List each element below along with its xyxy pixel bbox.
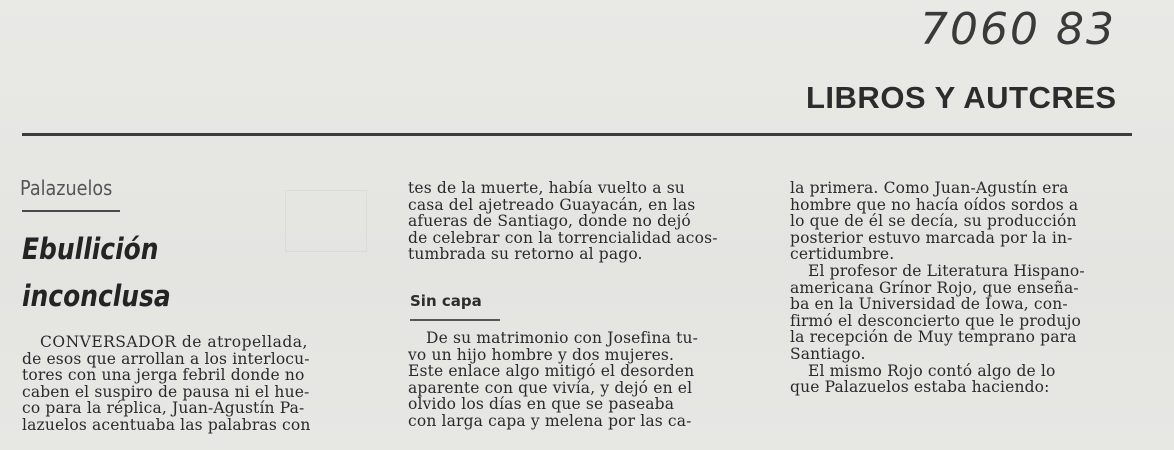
text-line: afueras de Santiago, donde no dejó [408, 212, 691, 231]
text-line: De su matrimonio con Josefina tu- [426, 329, 698, 347]
text-line: que Palazuelos estaba haciendo: [790, 378, 1050, 397]
text-line: firmó el desconcierto que le produjo [790, 311, 1082, 330]
text-line: co para la réplica, Juan-Agustín Pa- [22, 399, 305, 418]
article-kicker: Palazuelos [20, 176, 113, 200]
text-line: con larga capa y melena por las ca- [408, 411, 692, 430]
text-line: Santiago. [790, 344, 866, 363]
text-line: tores con una jerga febril donde no [22, 366, 305, 385]
text-line: aparente con que vivía, y dejó en el [408, 378, 693, 397]
text-line: certidumbre. [790, 245, 895, 264]
text-line: posterior estuvo marcada por la in- [790, 228, 1073, 247]
text-line: Este enlace algo mitigó el desorden [408, 362, 695, 381]
text-line: ba en la Universidad de Iowa, con- [790, 295, 1068, 314]
article-column-1 [22, 334, 370, 434]
text-line: El mismo Rojo contó algo de lo [808, 361, 1056, 380]
text-line: olvido los días en que se paseaba [408, 395, 675, 414]
text-line: hombre que no hacía oídos sordos a [790, 195, 1079, 214]
text-line: caben el suspiro de pausa ni el hue- [22, 382, 310, 401]
text-line: El profesor de Literatura Hispano- [808, 261, 1085, 280]
header-rule [22, 133, 1132, 136]
bleed-through-box [285, 190, 367, 252]
kicker-underline [22, 210, 120, 212]
text-line: la recepción de Muy temprano para [790, 328, 1077, 347]
handwritten-catalog-number: 7060 83 [920, 4, 1116, 55]
text-line: de celebrar con la torrencialidad acos- [408, 228, 718, 247]
text-line: la primera. Como Juan-Agustín era [790, 179, 1069, 197]
article-column-2-top [408, 180, 756, 263]
article-subhead: Sin capa [410, 292, 482, 310]
text-line: tes de la muerte, había vuelto a su [408, 179, 685, 197]
text-line: tumbrada su retorno al pago. [408, 245, 643, 264]
article-column-3 [790, 180, 1135, 396]
text-line: CONVERSADOR de atropellada, [40, 333, 308, 351]
text-line: lo que de él se decía, su producción [790, 212, 1077, 231]
article-headline [22, 226, 171, 320]
headline-line: Ebullición [22, 232, 159, 266]
section-title: LIBROS Y AUTCRES [806, 80, 1117, 115]
text-line: lazuelos acentuaba las palabras con [22, 415, 311, 434]
subhead-underline [410, 319, 500, 321]
text-line: de esos que arrollan a los interlocu- [22, 349, 310, 368]
text-line: casa del ajetreado Guayacán, en las [408, 195, 696, 214]
article-column-2-bottom [408, 330, 756, 430]
headline-line: inconclusa [22, 279, 171, 313]
text-line: americana Grínor Rojo, que enseña- [790, 278, 1079, 297]
text-line: vo un hijo hombre y dos mujeres. [408, 345, 675, 364]
